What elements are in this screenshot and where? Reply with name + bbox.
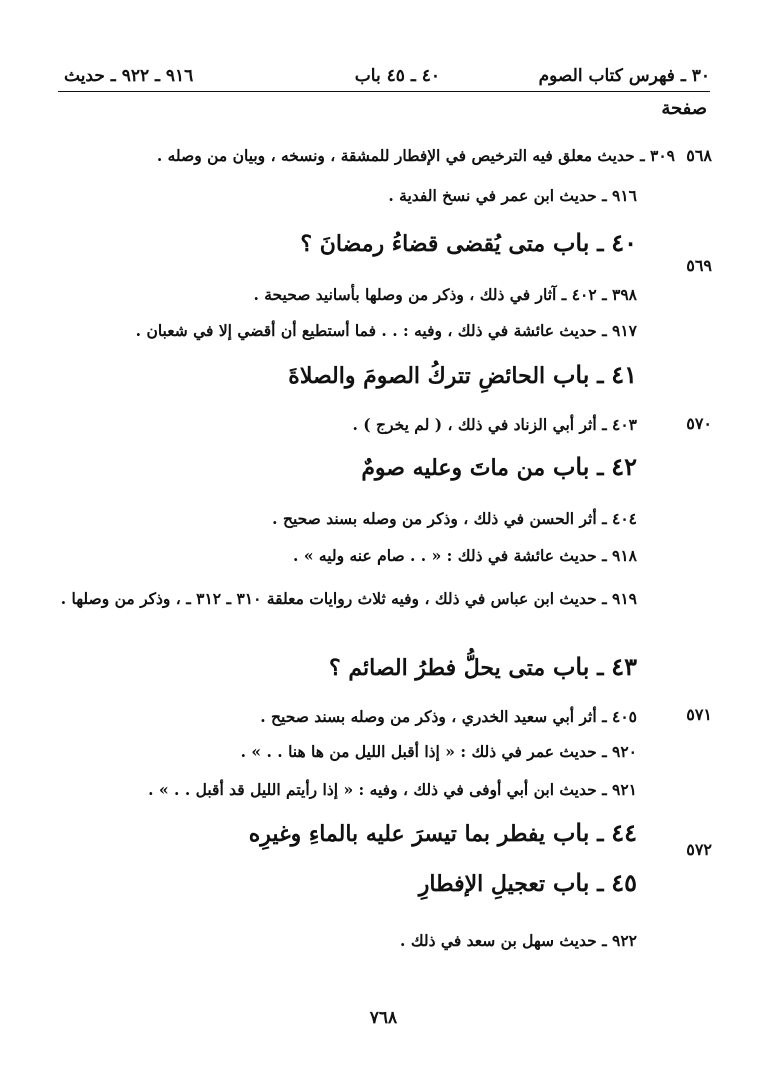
index-entry: ٩١٨ ـ حديث عائشة في ذلك : « . . صام عنه وليه » . — [293, 546, 637, 565]
index-entry: ٤٠٥ ـ أثر أبي سعيد الخدري ، وذكر من وصله بسند صحيح . — [260, 707, 637, 726]
index-entry: ٤٠٤ ـ أثر الحسن في ذلك ، وذكر من وصله بسند صحيح . — [272, 509, 637, 528]
chapter-heading — [361, 452, 637, 481]
chapter-title: تعجيلِ الإفطارِ — [418, 871, 546, 897]
chapter-number: ٤٣ — [611, 652, 637, 681]
chapter-number: ٤٠ — [611, 228, 637, 257]
chapter-heading — [419, 868, 637, 897]
page-ref: ٥٧٠ — [686, 414, 712, 433]
chapter-bab: باب — [552, 452, 590, 481]
chapter-number: ٤٤ — [611, 818, 637, 847]
index-entry: ٩١٩ ـ حديث ابن عباس في ذلك ، وفيه ثلاث روايات معلقة ٣١٠ ـ ٣١٢ ـ ، وذكر من وصلها . — [60, 589, 637, 608]
chapter-separator: ـ — [597, 455, 604, 481]
index-entry: ٩١٧ ـ حديث عائشة في ذلك ، وفيه : . . فما أستطيع أن أقضي إلا في شعبان . — [135, 321, 637, 340]
index-entry: ٩١٦ ـ حديث ابن عمر في نسخ الفدية . — [388, 186, 637, 205]
chapter-heading — [329, 652, 637, 681]
chapter-heading — [288, 360, 637, 389]
header-book-title: ٣٠ ـ فهرس كتاب الصوم — [538, 66, 710, 86]
chapter-title: متى يحلُّ فطرُ الصائم ؟ — [329, 655, 546, 681]
chapter-number: ٤٥ — [611, 868, 637, 897]
chapter-title: من ماتَ وعليه صومٌ — [361, 455, 546, 481]
chapter-bab: باب — [552, 652, 590, 681]
index-entry: ٣٠٩ ـ حديث معلق فيه الترخيص في الإفطار للمشقة ، ونسخه ، وبيان من وصله . — [156, 146, 675, 165]
chapter-number: ٤٢ — [611, 452, 637, 481]
chapter-bab: باب — [552, 818, 590, 847]
chapter-number: ٤١ — [611, 360, 637, 389]
index-entry: ٣٩٨ ـ ٤٠٢ ـ آثار في ذلك ، وذكر من وصلها بأسانيد صحيحة . — [253, 285, 637, 304]
page-column-label: صفحة — [661, 98, 707, 119]
chapter-bab: باب — [552, 868, 590, 897]
chapter-title: يفطر بما تيسرَ عليه بالماءِ وغيرِه — [248, 821, 546, 847]
page-number: ٧٦٨ — [369, 1008, 398, 1028]
page-ref: ٥٦٩ — [686, 256, 712, 275]
chapter-heading — [249, 818, 637, 847]
index-entry: ٤٠٣ ـ أثر أبي الزناد في ذلك ، ( لم يخرج ) . — [352, 415, 637, 434]
chapter-separator: ـ — [597, 821, 604, 847]
chapter-title: الحائضِ تتركُ الصومَ والصلاةَ — [288, 363, 546, 389]
chapter-heading — [300, 228, 637, 257]
chapter-separator: ـ — [597, 231, 604, 257]
header-chapter-range: ٤٠ ـ ٤٥ باب — [354, 66, 440, 86]
chapter-separator: ـ — [597, 363, 604, 389]
page-ref: ٥٧٢ — [686, 840, 712, 859]
index-entry: ٩٢٢ ـ حديث سهل بن سعد في ذلك . — [400, 931, 637, 950]
header-divider — [58, 91, 710, 92]
chapter-bab: باب — [552, 228, 590, 257]
chapter-separator: ـ — [597, 871, 604, 897]
chapter-bab: باب — [552, 360, 590, 389]
index-entry: ٩٢١ ـ حديث ابن أبي أوفى في ذلك ، وفيه : « إذا رأيتم الليل قد أقبل . . » . — [148, 780, 637, 799]
index-entry: ٩٢٠ ـ حديث عمر في ذلك : « إذا أقبل الليل من ها هنا . . » . — [240, 742, 637, 761]
chapter-separator: ـ — [597, 655, 604, 681]
header-hadith-range: ٩١٦ ـ ٩٢٢ ـ حديث — [64, 66, 194, 86]
page-ref: ٥٦٨ — [686, 146, 712, 165]
running-header — [58, 62, 710, 92]
page-ref: ٥٧١ — [686, 705, 712, 724]
chapter-title: متى يُقضى قضاءُ رمضانَ ؟ — [300, 231, 546, 257]
